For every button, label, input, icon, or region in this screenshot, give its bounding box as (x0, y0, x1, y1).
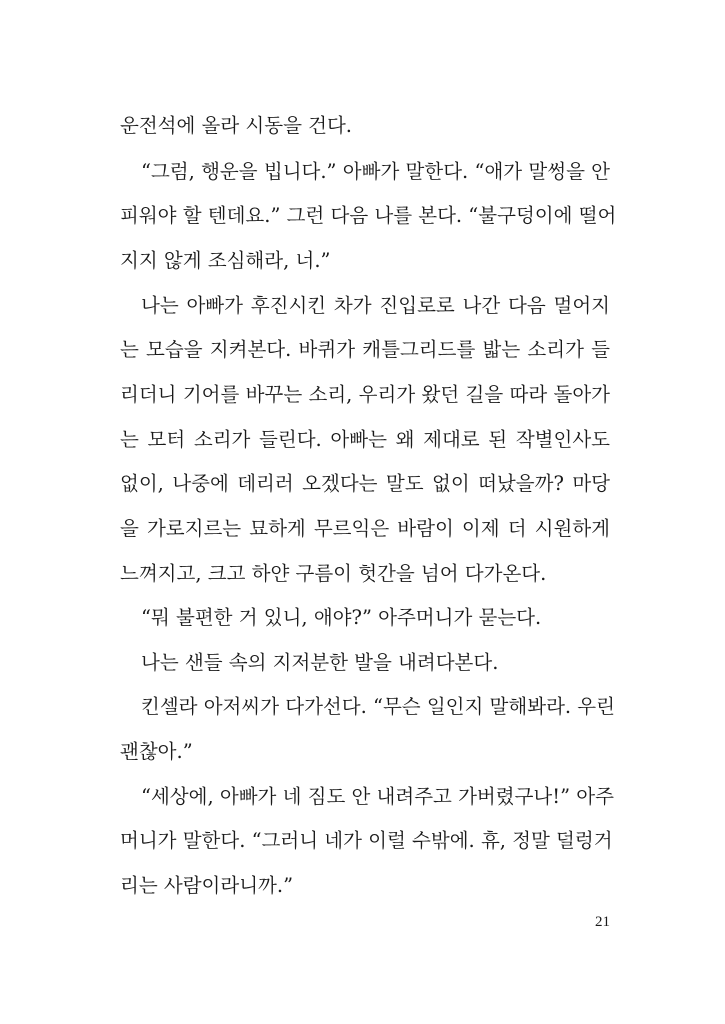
text-line: 는 모습을 지켜본다. 바퀴가 캐틀그리드를 밟는 소리가 들 (120, 338, 610, 361)
text-line: 리는 사람이라니까.” (120, 874, 294, 897)
text-line: 없이, 나중에 데리러 오겠다는 말도 없이 떠났을까? 마당 (120, 472, 610, 495)
text-line: 피워야 할 텐데요.” 그런 다음 나를 본다. “불구덩이에 떨어 (120, 204, 617, 227)
text-line: “그럼, 행운을 빕니다.” 아빠가 말한다. “애가 말썽을 안 (141, 160, 610, 183)
text-line: 리더니 기어를 바꾸는 소리, 우리가 왔던 길을 따라 돌아가 (120, 383, 610, 406)
text-line: 을 가로지르는 묘하게 무르익은 바람이 이제 더 시원하게 (120, 517, 610, 540)
text-line: 머니가 말한다. “그러니 네가 이럴 수밖에. 휴, 정말 덜렁거 (120, 829, 613, 852)
text-line: 나는 샌들 속의 지저분한 발을 내려다본다. (141, 651, 499, 674)
text-line: 운전석에 올라 시동을 건다. (120, 114, 353, 137)
text-line: 는 모터 소리가 들린다. 아빠는 왜 제대로 된 작별인사도 (120, 428, 610, 451)
page-number: 21 (595, 914, 610, 930)
text-line: “뭐 불편한 거 있니, 애야?” 아주머니가 묻는다. (141, 606, 542, 629)
text-line: 지지 않게 조심해라, 너.” (120, 249, 331, 272)
text-line: 킨셀라 아저씨가 다가선다. “무슨 일인지 말해봐라. 우린 (141, 695, 615, 718)
text-line: 나는 아빠가 후진시킨 차가 진입로로 나간 다음 멀어지 (141, 294, 610, 317)
text-line: “세상에, 아빠가 네 짐도 안 내려주고 가버렸구나!” 아주 (141, 785, 614, 808)
text-line: 느껴지고, 크고 하얀 구름이 헛간을 넘어 다가온다. (120, 562, 547, 585)
text-line: 괜찮아.” (120, 740, 193, 763)
